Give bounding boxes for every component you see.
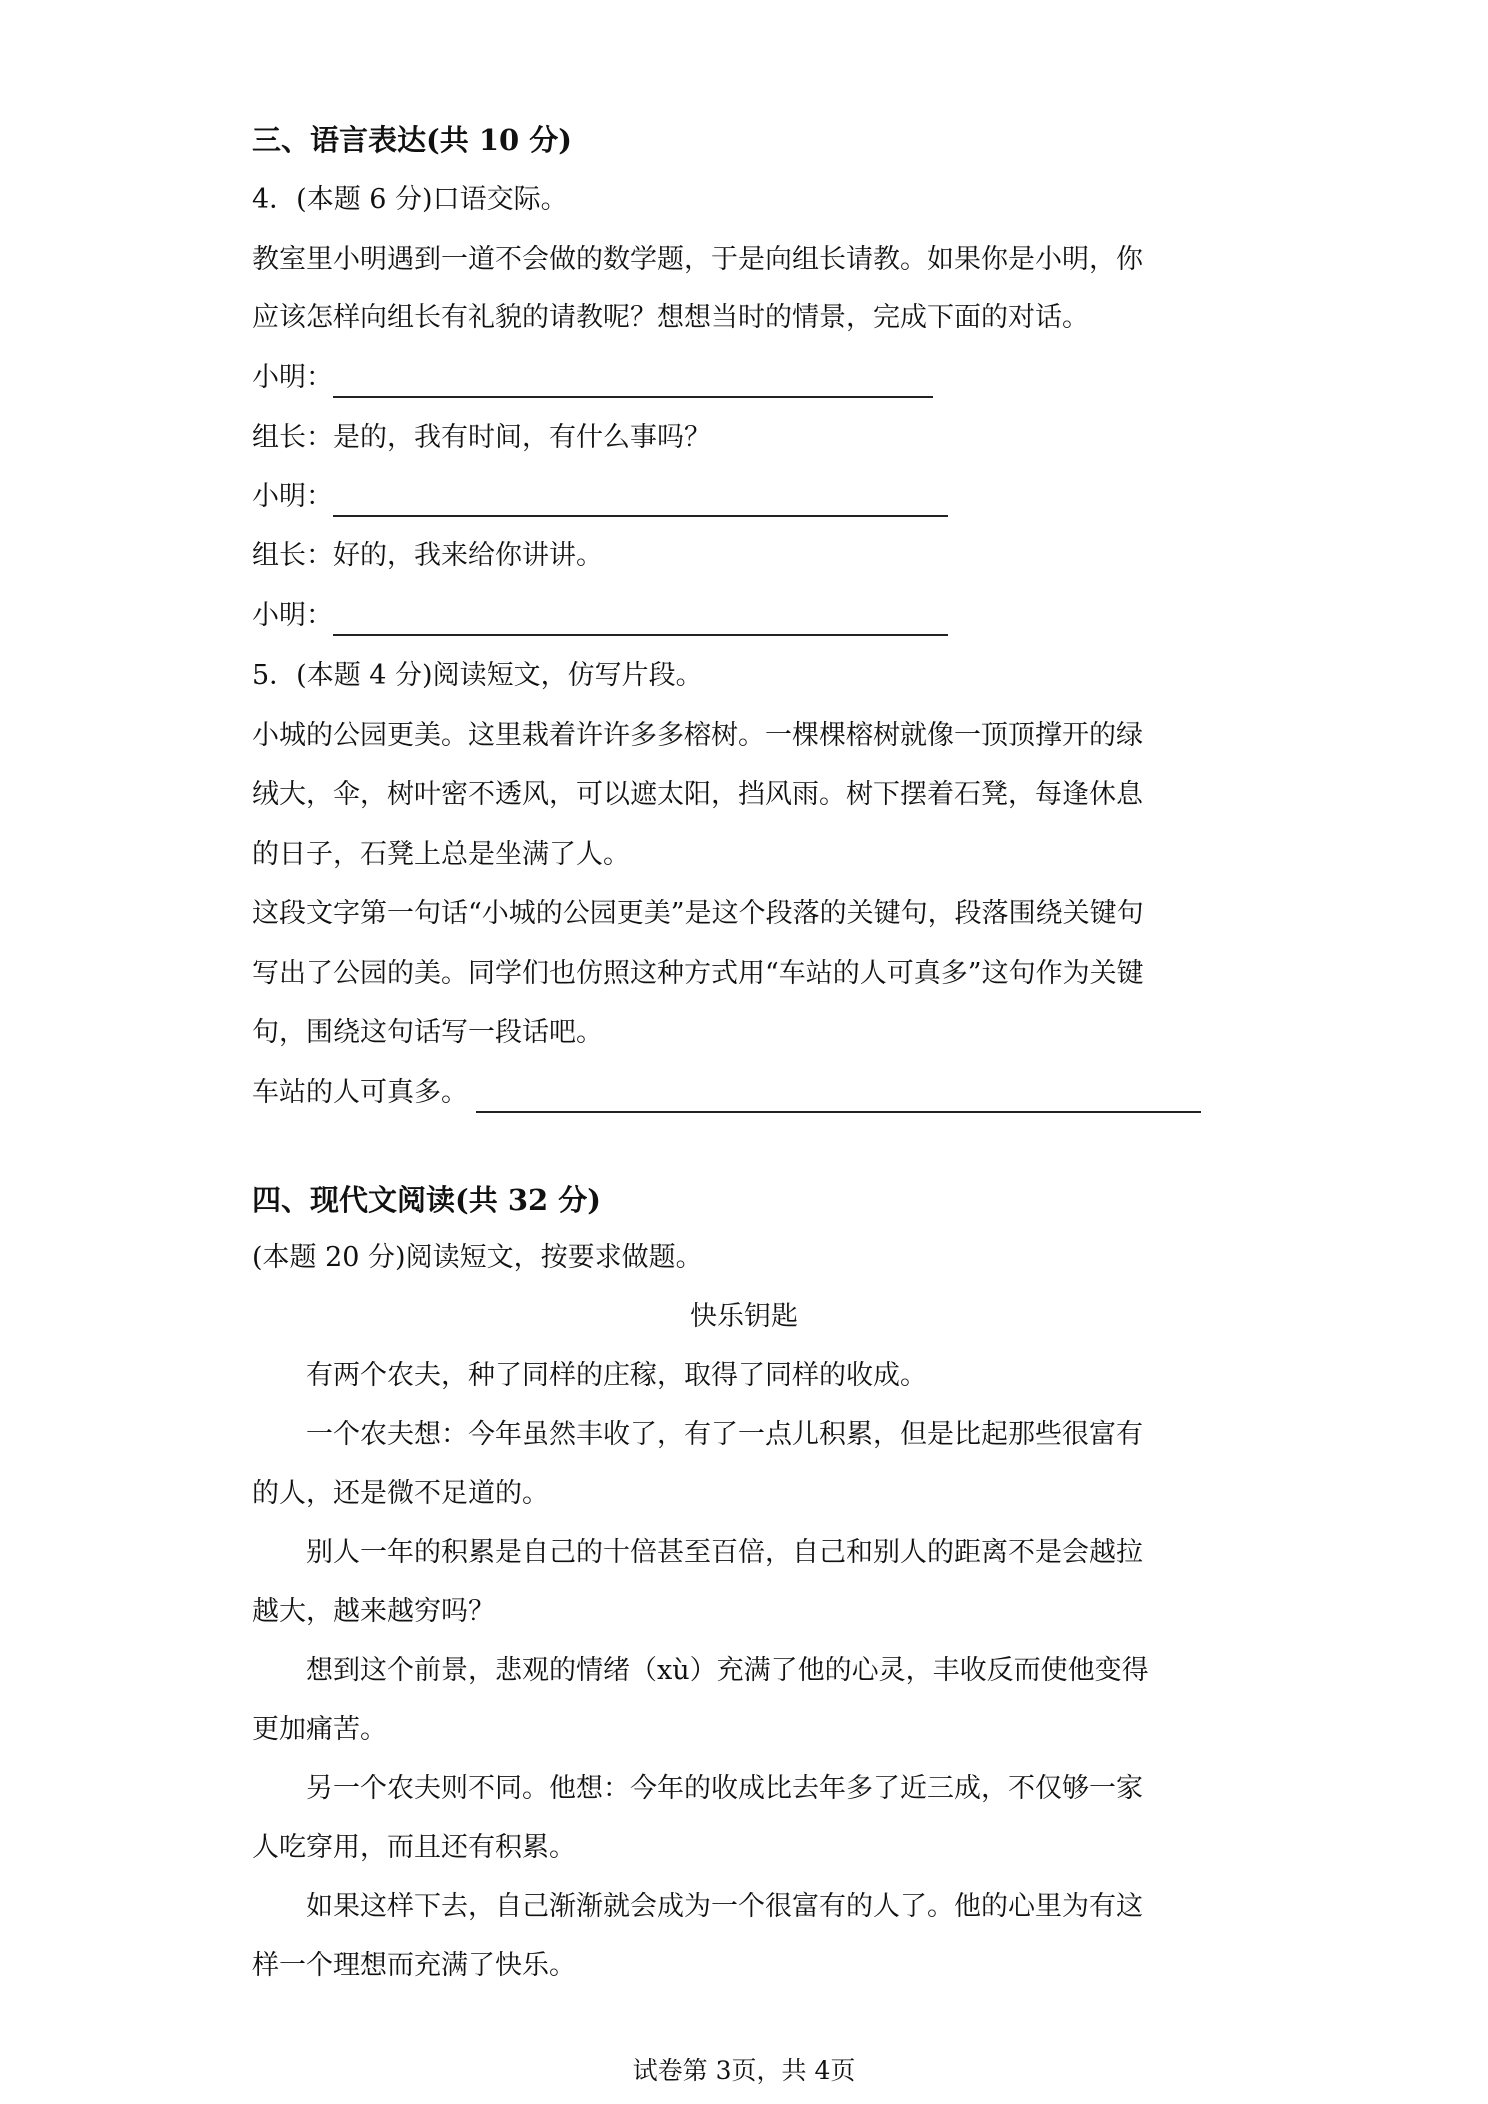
dialogue-speaker: 组长： <box>252 422 333 453</box>
story-line: 样一个理想而充满了快乐。 <box>252 1950 576 1981</box>
answer-blank-2[interactable] <box>333 485 948 517</box>
section4-instruction: (本题 20 分)阅读短文，按要求做题。 <box>252 1242 703 1273</box>
q5-answer-prompt: 车站的人可真多。 <box>252 1077 468 1108</box>
q5-passage-line-3: 的日子，石凳上总是坐满了人。 <box>252 839 630 870</box>
story-line: 更加痛苦。 <box>252 1714 387 1745</box>
q5-passage-line-1: 小城的公园更美。这里栽着许许多多榕树。一棵棵榕树就像一顶顶撑开的绿 <box>252 720 1143 751</box>
q4-title: 4．(本题 6 分)口语交际。 <box>252 184 568 215</box>
section3-heading: 三、语言表达(共 10 分) <box>252 123 572 157</box>
story-line: 越大，越来越穷吗？ <box>252 1596 495 1627</box>
q4-intro-line2: 应该怎样向组长有礼貌的请教呢？想想当时的情景，完成下面的对话。 <box>252 302 1089 333</box>
dialogue-line-4 <box>252 536 603 576</box>
dialogue-text: 是的，我有时间，有什么事吗？ <box>333 422 711 453</box>
answer-blank-4[interactable] <box>476 1081 1201 1113</box>
q5-title: 5．(本题 4 分)阅读短文，仿写片段。 <box>252 660 703 691</box>
dialogue-speaker: 小明： <box>252 481 333 512</box>
dialogue-line-5 <box>252 596 948 636</box>
q5-instruction-line-2: 写出了公园的美。同学们也仿照这种方式用“车站的人可真多”这句作为关键 <box>252 958 1144 989</box>
dialogue-line-1 <box>252 358 933 398</box>
q5-answer-line <box>252 1073 1201 1113</box>
dialogue-speaker: 小明： <box>252 600 333 631</box>
dialogue-line-2 <box>252 418 711 458</box>
q5-instruction-line-1: 这段文字第一句话“小城的公园更美”是这个段落的关键句，段落围绕关键句 <box>252 898 1144 929</box>
story-line: 一个农夫想：今年虽然丰收了，有了一点儿积累，但是比起那些很富有 <box>306 1419 1143 1450</box>
answer-blank-1[interactable] <box>333 366 933 398</box>
story-title: 快乐钥匙 <box>690 1301 798 1332</box>
q5-instruction-line-3: 句，围绕这句话写一段话吧。 <box>252 1017 603 1048</box>
story-line: 有两个农夫，种了同样的庄稼，取得了同样的收成。 <box>306 1360 927 1391</box>
dialogue-speaker: 组长： <box>252 540 333 571</box>
answer-blank-3[interactable] <box>333 604 948 636</box>
section4-heading: 四、现代文阅读(共 32 分) <box>252 1183 601 1217</box>
page-footer: 试卷第 3页，共 4页 <box>632 2056 856 2085</box>
story-line: 另一个农夫则不同。他想：今年的收成比去年多了近三成，不仅够一家 <box>306 1773 1143 1804</box>
story-line: 想到这个前景，悲观的情绪（xù）充满了他的心灵，丰收反而使他变得 <box>306 1655 1149 1686</box>
dialogue-text: 好的，我来给你讲讲。 <box>333 540 603 571</box>
dialogue-speaker: 小明： <box>252 362 333 393</box>
q4-intro-line1: 教室里小明遇到一道不会做的数学题，于是向组长请教。如果你是小明，你 <box>252 244 1143 275</box>
dialogue-line-3 <box>252 477 948 517</box>
story-line: 别人一年的积累是自己的十倍甚至百倍，自己和别人的距离不是会越拉 <box>306 1537 1143 1568</box>
story-line: 如果这样下去，自己渐渐就会成为一个很富有的人了。他的心里为有这 <box>306 1891 1143 1922</box>
story-line: 人吃穿用，而且还有积累。 <box>252 1832 576 1863</box>
story-line: 的人，还是微不足道的。 <box>252 1478 549 1509</box>
q5-passage-line-2: 绒大，伞，树叶密不透风，可以遮太阳，挡风雨。树下摆着石凳，每逢休息 <box>252 779 1143 810</box>
